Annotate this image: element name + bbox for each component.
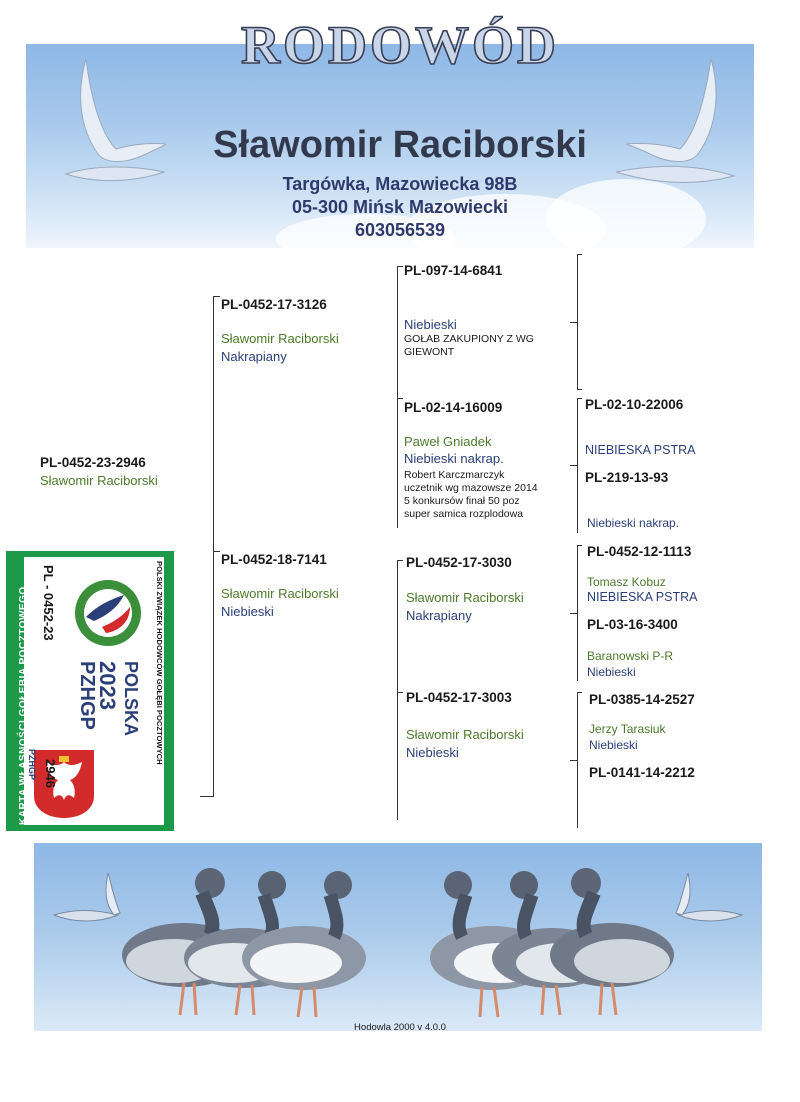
address-line-1: Targówka, Mazowiecka 98B	[282, 174, 518, 194]
sire-ring: PL-0452-17-3126	[221, 297, 327, 312]
dd-sire-color: Niebieski	[589, 738, 638, 752]
sd-dam-color: Niebieski nakrap.	[587, 516, 680, 530]
sire-dam-note-3: 5 konkursów finał 50 poz	[404, 495, 520, 507]
dam-dam-owner: Sławomir Raciborski	[406, 727, 524, 742]
sire-owner: Sławomir Raciborski	[221, 331, 339, 346]
card-ring-number: 2946	[43, 759, 58, 788]
owner-name: Sławomir Raciborski	[213, 124, 587, 166]
sire-dam-note-4: super samica rozplodowa	[404, 508, 524, 520]
sire-dam-note-2: uczetnik wg mazowsze 2014	[404, 482, 538, 494]
flying-pigeon-right-icon	[676, 873, 742, 921]
sd-sire-color: NIEBIESKA PSTRA	[585, 443, 696, 457]
card-ring-prefix: PL - 0452-23	[41, 565, 56, 641]
sd-dam-ring: PL-219-13-93	[585, 470, 669, 485]
dd-sire-owner: Jerzy Tarasiuk	[589, 722, 666, 736]
dam-dam-color: Niebieski	[406, 745, 459, 760]
flying-pigeon-left-icon	[54, 873, 120, 921]
pzhgp-logo-icon	[72, 577, 144, 649]
sire-color: Nakrapiany	[221, 349, 287, 364]
page-title: RODOWÓD	[241, 15, 559, 75]
sire-dam-color: Niebieski nakrap.	[404, 451, 504, 466]
dam-ring: PL-0452-18-7141	[221, 552, 327, 567]
footer-pigeons-banner	[34, 843, 762, 1031]
ds-sire-color: NIEBIESKA PSTRA	[587, 590, 698, 604]
ds-sire-owner: Tomasz Kobuz	[587, 575, 666, 589]
ds-dam-ring: PL-03-16-3400	[587, 617, 678, 632]
dd-sire-ring: PL-0385-14-2527	[589, 692, 695, 707]
sire-dam-owner: Paweł Gniadek	[404, 434, 492, 449]
sire-sire-color: Niebieski	[404, 317, 457, 332]
sd-sire-ring: PL-02-10-22006	[585, 397, 684, 412]
card-title: KARTA WŁASNOŚCI GOŁĘBIA POCZTOWEGO	[18, 586, 29, 825]
dam-sire-color: Nakrapiany	[406, 608, 472, 623]
card-logo-text: PZHGP	[27, 749, 37, 781]
card-country: POLSKA	[121, 661, 141, 737]
phone-number: 603056539	[354, 220, 446, 240]
subject-owner: Sławomir Raciborski	[40, 473, 158, 488]
sire-sire-ring: PL-097-14-6841	[404, 263, 503, 278]
card-org: PZHGP	[76, 661, 98, 730]
subject-ring: PL-0452-23-2946	[40, 455, 146, 470]
ds-dam-color: Niebieski	[587, 665, 636, 679]
pigeon-right-3-icon	[550, 868, 674, 1015]
software-credit: Hodowla 2000 v 4.0.0	[354, 1022, 446, 1033]
dam-sire-ring: PL-0452-17-3030	[406, 555, 512, 570]
ownership-card	[6, 551, 174, 831]
dam-sire-owner: Sławomir Raciborski	[406, 590, 524, 605]
dd-dam-ring: PL-0141-14-2212	[589, 765, 695, 780]
card-union-name: POLSKI ZWIĄZEK HODOWCÓW GOŁĘBI POCZTOWYCH	[155, 561, 164, 765]
address-line-2: 05-300 Mińsk Mazowiecki	[291, 197, 509, 217]
sire-sire-note-2: GIEWONT	[404, 346, 455, 358]
card-year: 2023	[95, 661, 120, 710]
dam-dam-ring: PL-0452-17-3003	[406, 690, 512, 705]
dam-owner: Sławomir Raciborski	[221, 586, 339, 601]
sire-sire-note-1: GOŁAB ZAKUPIONY Z WG	[404, 333, 534, 345]
sire-dam-note-1: Robert Karczmarczyk	[404, 469, 505, 481]
sire-dam-ring: PL-02-14-16009	[404, 400, 503, 415]
dam-color: Niebieski	[221, 604, 274, 619]
ds-sire-ring: PL-0452-12-1113	[587, 544, 692, 559]
ds-dam-owner: Baranowski P-R	[587, 649, 674, 663]
